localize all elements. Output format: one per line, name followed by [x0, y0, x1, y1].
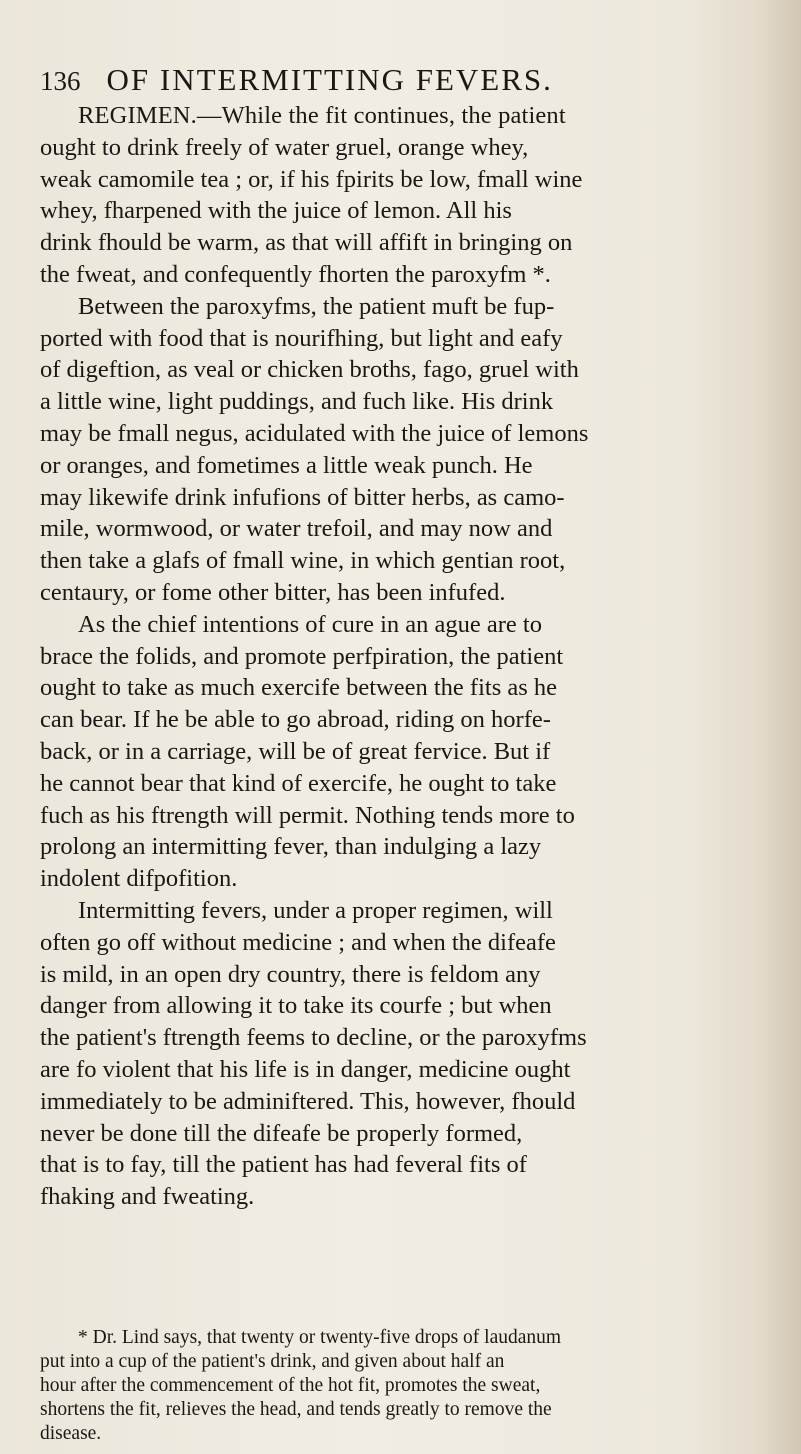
text-line: back, or in a carriage, will be of great fervice. But if	[40, 737, 551, 765]
text-line: drink fhould be warm, as that will affift in bringing on	[40, 229, 573, 257]
text-line: the patient's ftrength feems to decline, or the paroxyfms	[40, 1024, 587, 1052]
body-text	[40, 100, 796, 1213]
page-number: 136	[40, 66, 81, 96]
text-line: he cannot bear that kind of exercife, he ought to take	[40, 769, 557, 797]
text-line: REGIMEN.—While the fit continues, the patient	[78, 102, 566, 129]
text-line: then take a glafs of fmall wine, in which gentian root,	[40, 547, 566, 575]
text-line: may likewife drink infufions of bitter herbs, as camo-	[40, 483, 565, 511]
text-line: ported with food that is nourifhing, but light and eafy	[40, 324, 563, 352]
text-line: fhaking and fweating.	[40, 1183, 255, 1211]
text-line: ought to drink freely of water gruel, orange whey,	[40, 133, 529, 161]
text-line: may be fmall negus, acidulated with the juice of lemons	[40, 419, 589, 447]
footnote-line: shortens the fit, relieves the head, and tends greatly to remove the	[40, 1399, 552, 1420]
text-line: mile, wormwood, or water trefoil, and may now and	[40, 515, 553, 543]
text-line: immediately to be adminiftered. This, however, fhould	[40, 1087, 576, 1115]
text-line: danger from allowing it to take its courfe ; but when	[40, 992, 552, 1020]
footnote-line: disease.	[40, 1423, 102, 1444]
text-line: of digeftion, as veal or chicken broths, fago, gruel with	[40, 356, 579, 384]
text-line: or oranges, and fometimes a little weak punch. He	[40, 451, 533, 479]
text-line: that is to fay, till the patient has had feveral fits of	[40, 1151, 527, 1179]
text-line: fuch as his ftrength will permit. Nothing tends more to	[40, 801, 575, 829]
text-line: weak camomile tea ; or, if his fpirits be low, fmall wine	[40, 165, 583, 193]
text-line: often go off without medicine ; and when the difeafe	[40, 928, 556, 956]
footnote	[40, 1326, 796, 1446]
text-line: whey, fharpened with the juice of lemon. All his	[40, 197, 512, 225]
text-line: Between the paroxyfms, the patient muft be fup-	[78, 292, 555, 320]
footnote-line: * Dr. Lind says, that twenty or twenty-five drops of laudanum	[78, 1327, 562, 1348]
text-line: indolent difpofition.	[40, 865, 238, 893]
text-line: can bear. If he be able to go abroad, riding on horfe-	[40, 706, 551, 734]
text-line: As the chief intentions of cure in an ague are to	[78, 610, 542, 638]
text-line: never be done till the difeafe be properly formed,	[40, 1119, 523, 1147]
text-line: brace the folids, and promote perfpiration, the patient	[40, 642, 564, 670]
text-line: Intermitting fevers, under a proper regimen, will	[78, 896, 553, 924]
text-line: prolong an intermitting fever, than indulging a lazy	[40, 833, 542, 861]
running-head-title: OF INTERMITTING FEVERS.	[106, 62, 553, 97]
text-line: are fo violent that his life is in danger, medicine ought	[40, 1055, 571, 1083]
text-line: is mild, in an open dry country, there is feldom any	[40, 960, 541, 988]
footnote-line: hour after the commencement of the hot fit, promotes the sweat,	[40, 1375, 541, 1396]
text-line: a little wine, light puddings, and fuch like. His drink	[40, 388, 554, 416]
text-line: ought to take as much exercife between the fits as he	[40, 674, 558, 702]
text-line: centaury, or fome other bitter, has been infufed.	[40, 578, 506, 606]
text-line: the fweat, and confequently fhorten the paroxyfm *.	[40, 260, 551, 288]
footnote-line: put into a cup of the patient's drink, and given about half an	[40, 1351, 505, 1372]
